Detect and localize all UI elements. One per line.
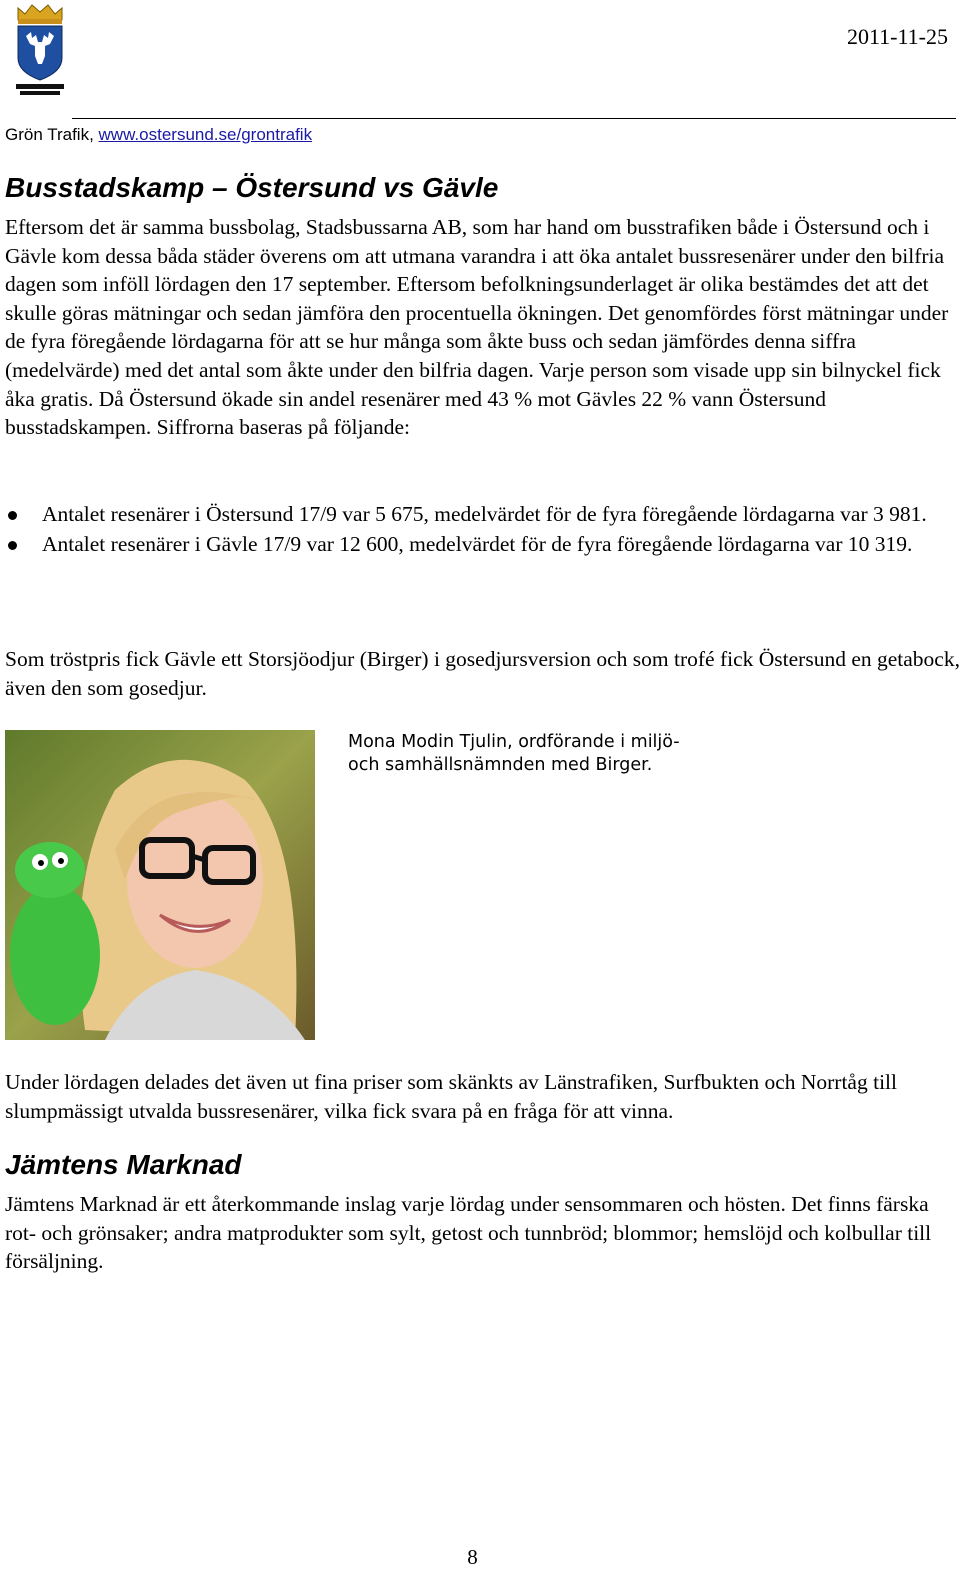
- document-date: 2011-11-25: [846, 24, 948, 49]
- grontrafik-link[interactable]: www.ostersund.se/grontrafik: [98, 125, 313, 144]
- list-item: Antalet resenärer i Östersund 17/9 var 5 675, medelvärdet för de fyra föregående lördagarna var 3 981.: [0, 500, 942, 529]
- jamtens-marknad-paragraph: Jämtens Marknad är ett återkommande inslag varje lördag under sensommaren och hösten. Det finns färska rot- och grönsaker; andra matprodukter som sylt, getost och tunnbröd; blommor; hemslöjd och kolbullar till försäljning.: [5, 1192, 932, 1274]
- prizes-paragraph: Under lördagen delades det även ut fina priser som skänkts av Länstrafiken, Surfbukten och Norrtåg till slumpmässigt utvalda bussresenärer, vilka fick svara på en fråga för att vinna.: [5, 1070, 897, 1123]
- header-source-line: [5, 125, 312, 145]
- statistics-list: [0, 500, 960, 559]
- coat-of-arms-icon: [12, 2, 68, 98]
- consolation-paragraph: Som tröstpris fick Gävle ett Storsjöodjur (Birger) i gosedjursversion och som trofé fick Östersund en getabock, även den som gosedjur.: [5, 647, 960, 700]
- article-title-busstadskamp: Busstadskamp – Östersund vs Gävle: [5, 172, 499, 203]
- municipality-logo: [12, 2, 68, 98]
- header-divider: [72, 118, 956, 119]
- header-prefix: Grön Trafik,: [5, 125, 99, 144]
- photo-caption: Mona Modin Tjulin, ordförande i miljö- och samhällsnämnden med Birger.: [348, 732, 680, 775]
- photo-mona-with-birger: [5, 730, 315, 1040]
- page-number: 8: [467, 1545, 478, 1569]
- bullet-icon: [8, 511, 17, 520]
- bullet-icon: [8, 541, 17, 550]
- list-item: Antalet resenärer i Gävle 17/9 var 12 600, medelvärdet för de fyra föregående lördagarna var 10 319.: [0, 530, 942, 559]
- article-title-jamtens-marknad: Jämtens Marknad: [5, 1149, 242, 1180]
- article-intro-paragraph: Eftersom det är samma bussbolag, Stadsbussarna AB, som har hand om busstrafiken både i Östersund och i Gävle kom dessa båda städer överens om att utmana varandra i att öka antalet bussresenärer under den bilfria dagen som inföll lördagen den 17 september. Eftersom befolkningsunderlaget är olika bestämdes det att det skulle göras mätningar och sedan jämföra den procentuella ökningen. Det genomfördes först mätningar under de fyra föregående lördagarna för att se hur många som åkte buss och sedan jämfördes denna siffra (medelvärde) med det antal som åkte under den bilfria dagen. Varje person som visade upp sin bilnyckel fick åka gratis. Då Östersund ökade sin andel resenärer med 43 % mot Gävles 22 % vann Östersund busstadskampen. Siffrorna baseras på följande:: [5, 215, 949, 440]
